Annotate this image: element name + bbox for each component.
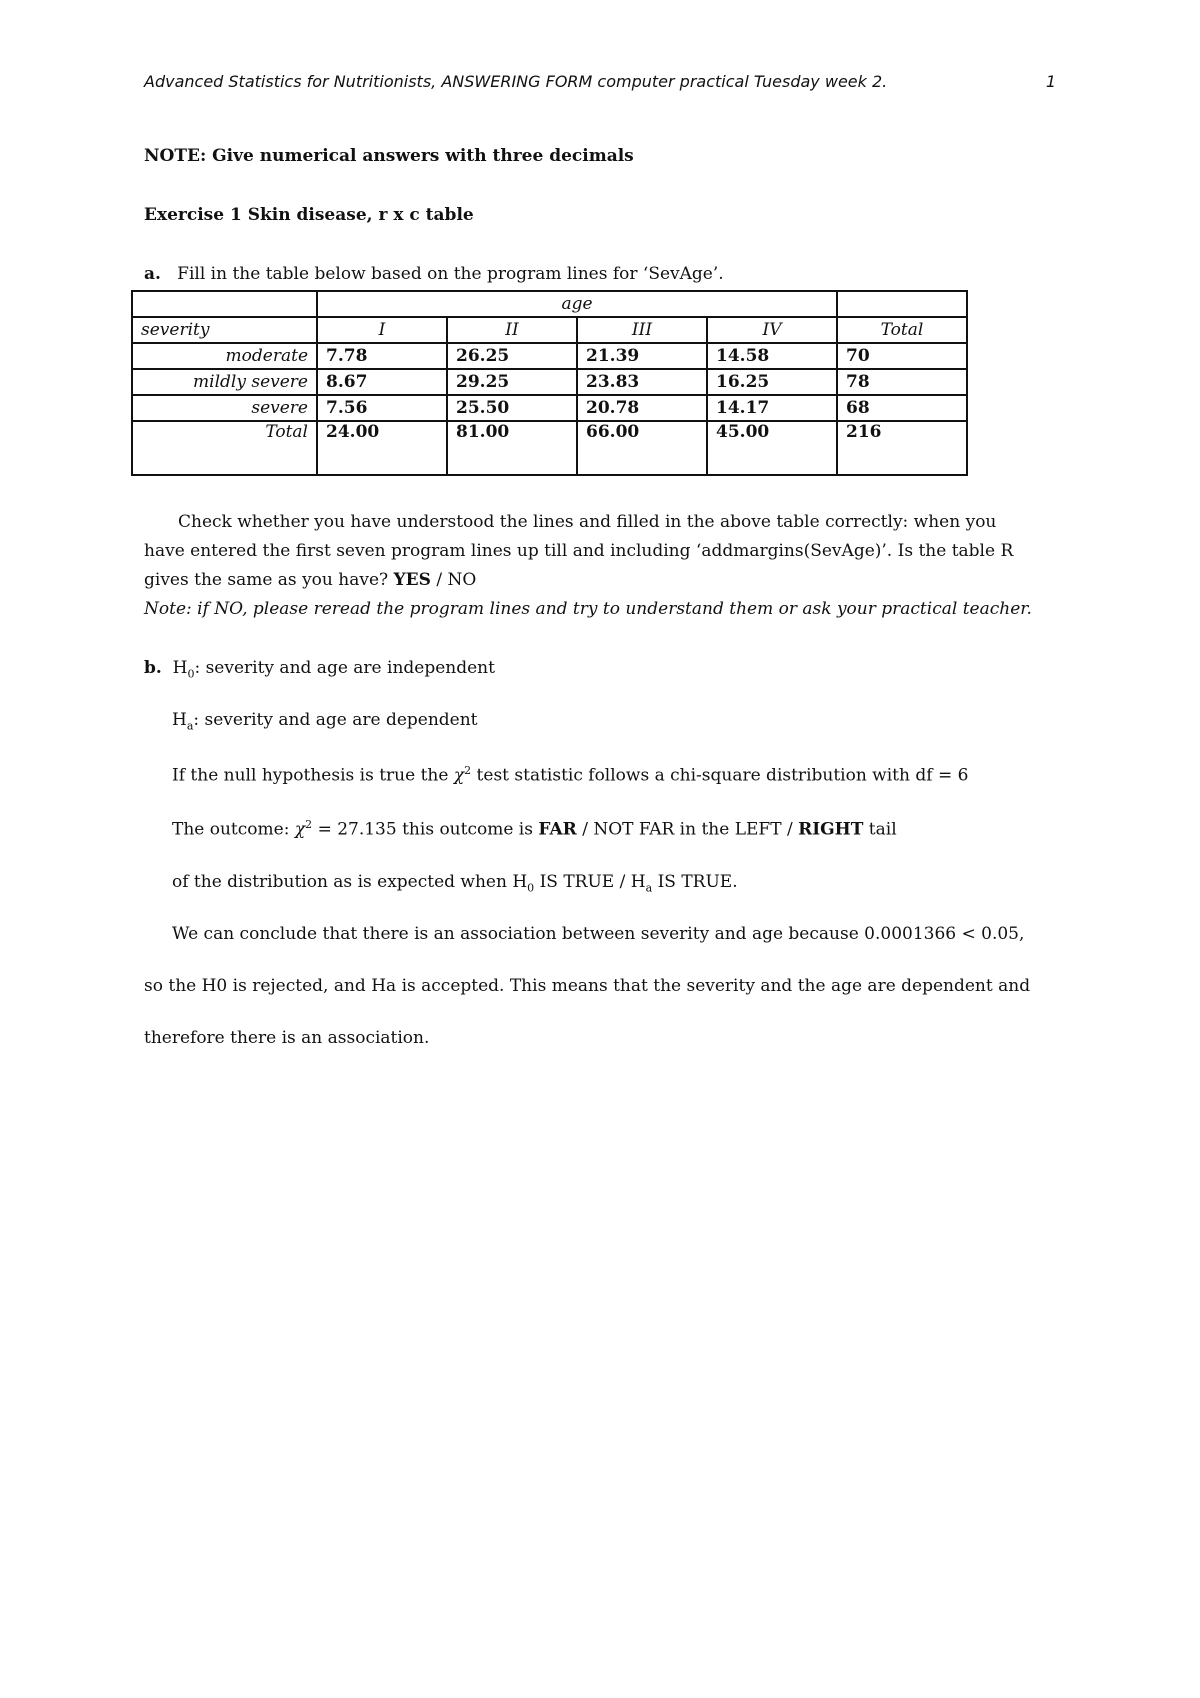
h0-text: : severity and age are independent [194,658,495,678]
table-row [132,395,967,421]
table-cell: 81.00 [447,421,577,475]
part-a-line [144,264,724,284]
far-answer: FAR [538,819,577,840]
h0-subscript: 0 [187,667,195,681]
table-cell: 45.00 [707,421,837,475]
table-row [132,343,967,369]
table-cell: 7.78 [317,343,447,369]
page-header [144,72,1056,91]
ha-symbol: H [172,710,187,730]
check-question: gives the same as you have? [144,570,389,590]
check-line-3 [144,570,476,590]
contingency-table [131,290,968,476]
ha-text: : severity and age are dependent [193,710,478,730]
table-cell: 26.25 [447,343,577,369]
right-answer: RIGHT [798,819,864,840]
column-header: II [447,317,577,343]
tail-word: tail [868,819,897,840]
table-cell: 8.67 [317,369,447,395]
severity-header: severity [132,317,317,343]
table-cell: 14.17 [707,395,837,421]
part-a-text: Fill in the table below based on the program lines for ‘SevAge’. [177,264,724,284]
row-label: mildly severe [132,369,317,395]
ha-line [172,710,478,732]
table-cell: 7.56 [317,395,447,421]
table-row-total [132,421,967,475]
dist-mid: IS TRUE / H [539,872,646,892]
table-cell: 68 [837,395,967,421]
table-cell: 16.25 [707,369,837,395]
column-header: I [317,317,447,343]
table-cell: 66.00 [577,421,707,475]
dist-suffix: IS TRUE. [657,872,738,892]
h0-subscript: 0 [527,881,535,895]
h0-line [144,658,495,680]
null-suffix: test statistic follows a chi-square distribution with df = 6 [476,765,969,786]
age-header: age [317,291,837,317]
h0-symbol: H [172,658,188,678]
exercise-title: Exercise 1 Skin disease, r x c table [144,205,474,225]
outcome-line [172,818,897,840]
chi-square-exponent: 2 [464,764,472,777]
part-a-label: a. [144,264,161,284]
row-label: Total [132,421,317,475]
table-cell: 24.00 [317,421,447,475]
part-b-label: b. [144,658,162,678]
table-cell: 21.39 [577,343,707,369]
not-far-option: / NOT FAR in the LEFT / [582,819,793,840]
distribution-line [172,872,738,894]
table-cell: 29.25 [447,369,577,395]
column-header: IV [707,317,837,343]
header-title: Advanced Statistics for Nutritionists, ANSWERING FORM computer practical Tuesday week 2. [144,72,888,91]
table-cell: 20.78 [577,395,707,421]
outcome-value: = 27.135 this outcome is [317,819,533,840]
table-cell: 25.50 [447,395,577,421]
chi-square-exponent: 2 [305,818,313,831]
column-header: III [577,317,707,343]
null-hypothesis-line [172,764,968,786]
table-cell: 216 [837,421,967,475]
check-note: Note: if NO, please reread the program lines and try to understand them or ask your practical teacher. [144,599,1032,619]
page-number: 1 [1045,72,1056,91]
row-label: severe [132,395,317,421]
column-header: Total [837,317,967,343]
table-row [132,369,967,395]
note-line: NOTE: Give numerical answers with three decimals [144,146,634,166]
table-cell: 70 [837,343,967,369]
check-line-1: Check whether you have understood the lines and filled in the above table correctly: when you [178,512,997,532]
conclusion-line-2: so the H0 is rejected, and Ha is accepted. This means that the severity and the age are dependent and [144,976,1031,996]
table-header-row [132,317,967,343]
table-group-header-row [132,291,967,317]
ha-subscript: a [186,719,194,733]
table-cell: 14.58 [707,343,837,369]
check-line-2: have entered the first seven program lines up till and including ‘addmargins(SevAge)’. Is the table R [144,541,1014,561]
dist-prefix: of the distribution as is expected when H [172,872,528,892]
null-prefix: If the null hypothesis is true the [172,765,449,786]
table-cell: 78 [837,369,967,395]
chi-symbol: χ [453,765,465,786]
chi-symbol: χ [294,819,306,840]
conclusion-line-3: therefore there is an association. [144,1028,430,1048]
check-yes: YES [393,570,431,590]
table-cell: 23.83 [577,369,707,395]
row-label: moderate [132,343,317,369]
outcome-prefix: The outcome: [172,819,290,840]
conclusion-line-1: We can conclude that there is an association between severity and age because 0.0001366 < 0.05, [172,924,1025,944]
ha-subscript: a [645,881,653,895]
check-no: / NO [436,570,477,590]
